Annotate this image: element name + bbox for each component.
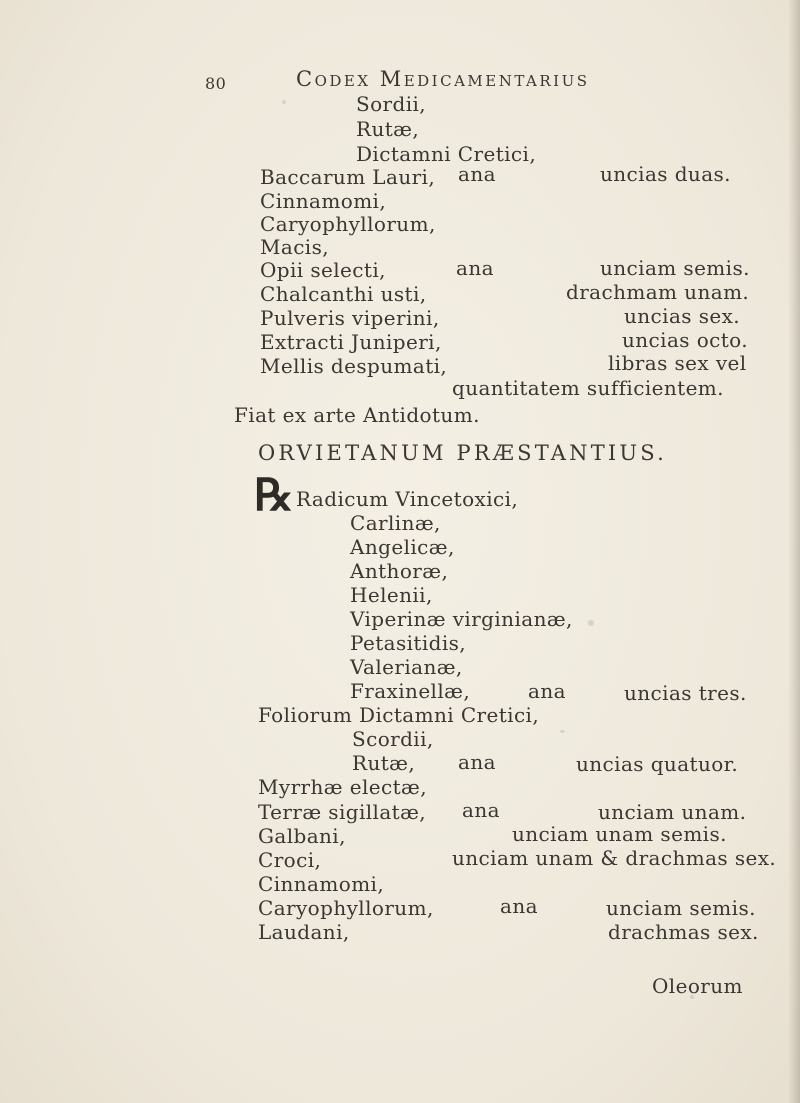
quantity: drachmam unam. — [566, 280, 750, 304]
ingredient-line: Chalcanthi usti, — [260, 282, 427, 306]
quantity: uncias duas. — [600, 162, 731, 186]
ingredient-line: Pulveris viperini, — [260, 306, 440, 330]
ingredient-line: Foliorum Dictamni Cretici, — [258, 703, 540, 727]
catchword: Oleorum — [652, 974, 743, 998]
ingredient-line: Radicum Vincetoxici, — [296, 487, 519, 511]
ingredient-line: Scordii, — [352, 727, 434, 751]
ingredient-line: Valerianæ, — [350, 655, 463, 679]
quantity: unciam semis. — [606, 896, 756, 920]
section-heading: ORVIETANUM PRÆSTANTIUS. — [258, 441, 668, 465]
ana-label: ana — [500, 894, 538, 918]
quantity: unciam unam & drachmas sex. — [452, 846, 777, 870]
quantity: uncias sex. — [624, 304, 741, 328]
ingredient-line: Rutæ, — [356, 117, 420, 141]
ana-label: ana — [462, 798, 500, 822]
ingredient-line: Terræ sigillatæ, — [258, 800, 427, 824]
paper-spot — [560, 730, 565, 733]
quantity: unciam unam. — [598, 800, 747, 824]
ana-label: ana — [456, 256, 494, 280]
page-edge-shadow — [788, 0, 800, 1103]
ingredient-line: Sordii, — [356, 92, 427, 116]
ingredient-line: Petasitidis, — [350, 631, 467, 655]
ingredient-line: Anthoræ, — [350, 559, 449, 583]
quantity: uncias tres. — [624, 681, 747, 705]
running-head: Codex Medicamentarius — [296, 67, 590, 91]
ingredient-line: Cinnamomi, — [260, 189, 387, 213]
ingredient-line: Caryophyllorum, — [260, 212, 436, 236]
quantity: uncias quatuor. — [576, 752, 739, 776]
ingredient-line: Croci, — [258, 848, 322, 872]
quantity: quantitatem sufficientem. — [452, 376, 724, 400]
ingredient-line: Caryophyllorum, — [258, 896, 434, 920]
quantity: drachmas sex. — [608, 920, 759, 944]
paper-spot — [282, 100, 286, 104]
ingredient-line: Macis, — [260, 235, 330, 259]
ingredient-line: Cinnamomi, — [258, 872, 385, 896]
instruction-line: Fiat ex arte Antidotum. — [234, 403, 480, 427]
ingredient-line: Angelicæ, — [350, 535, 455, 559]
ingredient-line: Carlinæ, — [350, 511, 441, 535]
quantity: unciam semis. — [600, 256, 750, 280]
page-number: 80 — [205, 74, 227, 93]
recipe-symbol: ℞ — [254, 470, 294, 521]
ingredient-line: Rutæ, — [352, 751, 416, 775]
ana-label: ana — [528, 679, 566, 703]
ingredient-line: Baccarum Lauri, — [260, 165, 436, 189]
ingredient-line: Fraxinellæ, — [350, 679, 471, 703]
ingredient-line: Mellis despumati, — [260, 354, 448, 378]
ingredient-line: Viperinæ virginianæ, — [350, 607, 573, 631]
ana-label: ana — [458, 162, 496, 186]
ingredient-line: Opii selecti, — [260, 258, 386, 282]
ingredient-line: Myrrhæ electæ, — [258, 775, 427, 799]
ingredient-line: Galbani, — [258, 824, 346, 848]
paper-spot — [588, 620, 594, 626]
ingredient-line: Helenii, — [350, 583, 433, 607]
ingredient-line: Laudani, — [258, 920, 350, 944]
quantity: uncias octo. — [622, 328, 749, 352]
ana-label: ana — [458, 750, 496, 774]
ingredient-line: Dictamni Cretici, — [356, 142, 537, 166]
quantity: libras sex vel — [608, 351, 747, 375]
quantity: unciam unam semis. — [512, 822, 727, 846]
ingredient-line: Extracti Juniperi, — [260, 330, 442, 354]
